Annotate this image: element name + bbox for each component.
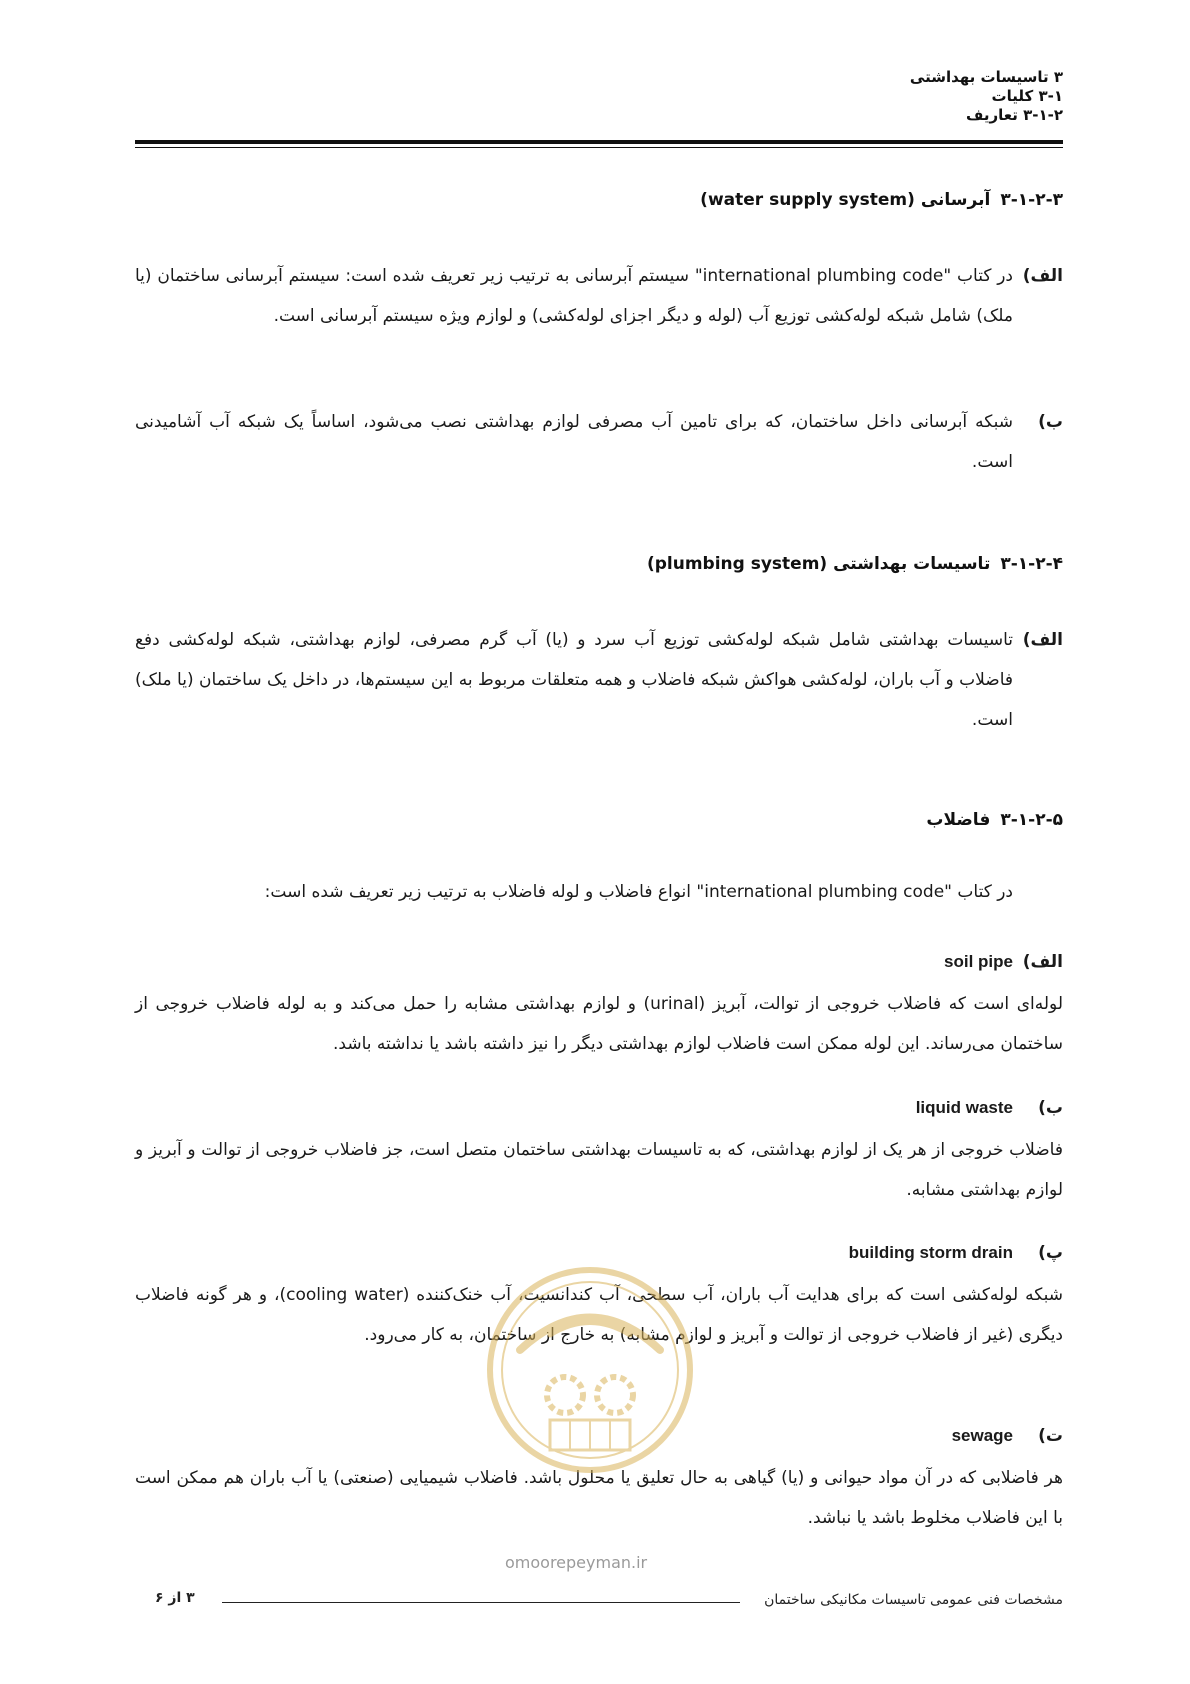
section-intro: در کتاب "international plumbing code" انواع فاضلاب و لوله فاضلاب به ترتیب زیر تعریف شده است: [264,882,1013,902]
watermark-logo-icon [480,1255,700,1485]
item-marker: الف) [1022,630,1063,650]
item-text: تاسیسات بهداشتی شامل شبکه لوله‌کشی توزیع آب سرد و (یا) آب گرم مصرفی، لوازم بهداشتی، شبکه لوله‌کشی دفع فاضلاب و آب باران، لوله‌کشی هواکش شبکه فاضلاب و همه متعلقات مربوط به این سیستم‌ها، در داخل یک ساختمان (یا ملک) است. [135,630,1013,730]
term-name: soil pipe [944,952,1013,971]
term-description: هر فاضلابی که در آن مواد حیوانی و (یا) گیاهی به حال تعلیق یا محلول باشد. فاضلاب شیمیایی (صنعتی) یا آب باران هم ممکن است با این فاضلاب مخلوط باشد یا نباشد. [135,1468,1063,1528]
item-text: شبکه آبرسانی داخل ساختمان، که برای تامین آب مصرفی لوازم بهداشتی نصب می‌شود، اساساً یک شبکه آب آشامیدنی است. [135,412,1013,472]
term-description: فاضلاب خروجی از هر یک از لوازم بهداشتی، که به تاسیسات بهداشتی ساختمان متصل است، جز فاضلاب خروجی از توالت و آبریز و لوازم بهداشتی مشابه. [135,1140,1063,1200]
term-name: liquid waste [915,1098,1013,1117]
section-heading: ۳-۱ کلیات [991,87,1063,105]
definition-item [135,952,1063,1064]
footer-title: مشخصات فنی عمومی تاسیسات مکانیکی ساختمان [764,1592,1063,1608]
chapter-heading: ۳ تاسیسات بهداشتی [909,68,1063,86]
watermark-site: omoorepeyman.ir [505,1553,648,1572]
definition-item [135,1098,1063,1210]
section-title-sewage [926,808,1063,832]
item-text: در کتاب "international plumbing code" سیستم آبرسانی به ترتیب زیر تعریف شده است: سیستم آبرسانی ساختمان (یا ملک) شامل شبکه لوله‌کشی توزیع آب (لوله و دیگر اجزای لوله‌کشی) و لوازم ویژه سیستم آبرسانی است. [135,266,1013,326]
subsection-heading: ۳-۱-۲ تعاریف [965,106,1063,124]
list-item [135,620,1063,740]
item-marker: ب) [1038,1098,1063,1118]
term-description: لوله‌ای است که فاضلاب خروجی از توالت، آبریز (urinal) و لوازم بهداشتی مشابه را حمل می‌کند و به لوله فاضلاب خروجی از ساختمان می‌رساند. این لوله ممکن است فاضلاب لوازم بهداشتی دیگر را نیز داشته باشد یا نداشته باشد. [135,994,1063,1054]
term-description: شبکه لوله‌کشی است که برای هدایت آب باران، آب سطحی، آب کندانسیت، آب خنک‌کننده (cooling water)، و هر گونه فاضلاب دیگری (غیر از فاضلاب خروجی از توالت و آبریز و لوازم مشابه) به خارج از ساختمان، به کار می‌رود. [135,1285,1064,1345]
list-item [135,402,1063,482]
item-marker: الف) [1022,266,1063,286]
term-name: building storm drain [848,1243,1013,1262]
header-rule-thick [135,140,1063,144]
item-marker: ب) [1038,412,1063,432]
section-title-text: فاضلاب [926,810,991,830]
footer-rule [222,1602,740,1603]
section-title-text: تاسیسات بهداشتی (plumbing system) [646,554,991,574]
section-number: ۳-۱-۲-۳ [1000,190,1063,210]
section-title-plumbing-system [647,552,1063,576]
page-number: ۳ از ۶ [155,1590,195,1606]
running-head [910,68,1063,125]
section-number: ۳-۱-۲-۵ [1000,810,1063,830]
item-marker: الف) [1022,952,1063,972]
section-title-text: آبرسانی (water supply system) [700,190,991,210]
header-rule-thin [135,147,1063,148]
section-number: ۳-۱-۲-۴ [1000,554,1063,574]
item-marker: پ) [1038,1243,1063,1263]
list-item [135,256,1063,336]
section-title-water-supply [700,188,1063,212]
item-marker: ت) [1038,1426,1063,1446]
term-name: sewage [951,1426,1013,1445]
